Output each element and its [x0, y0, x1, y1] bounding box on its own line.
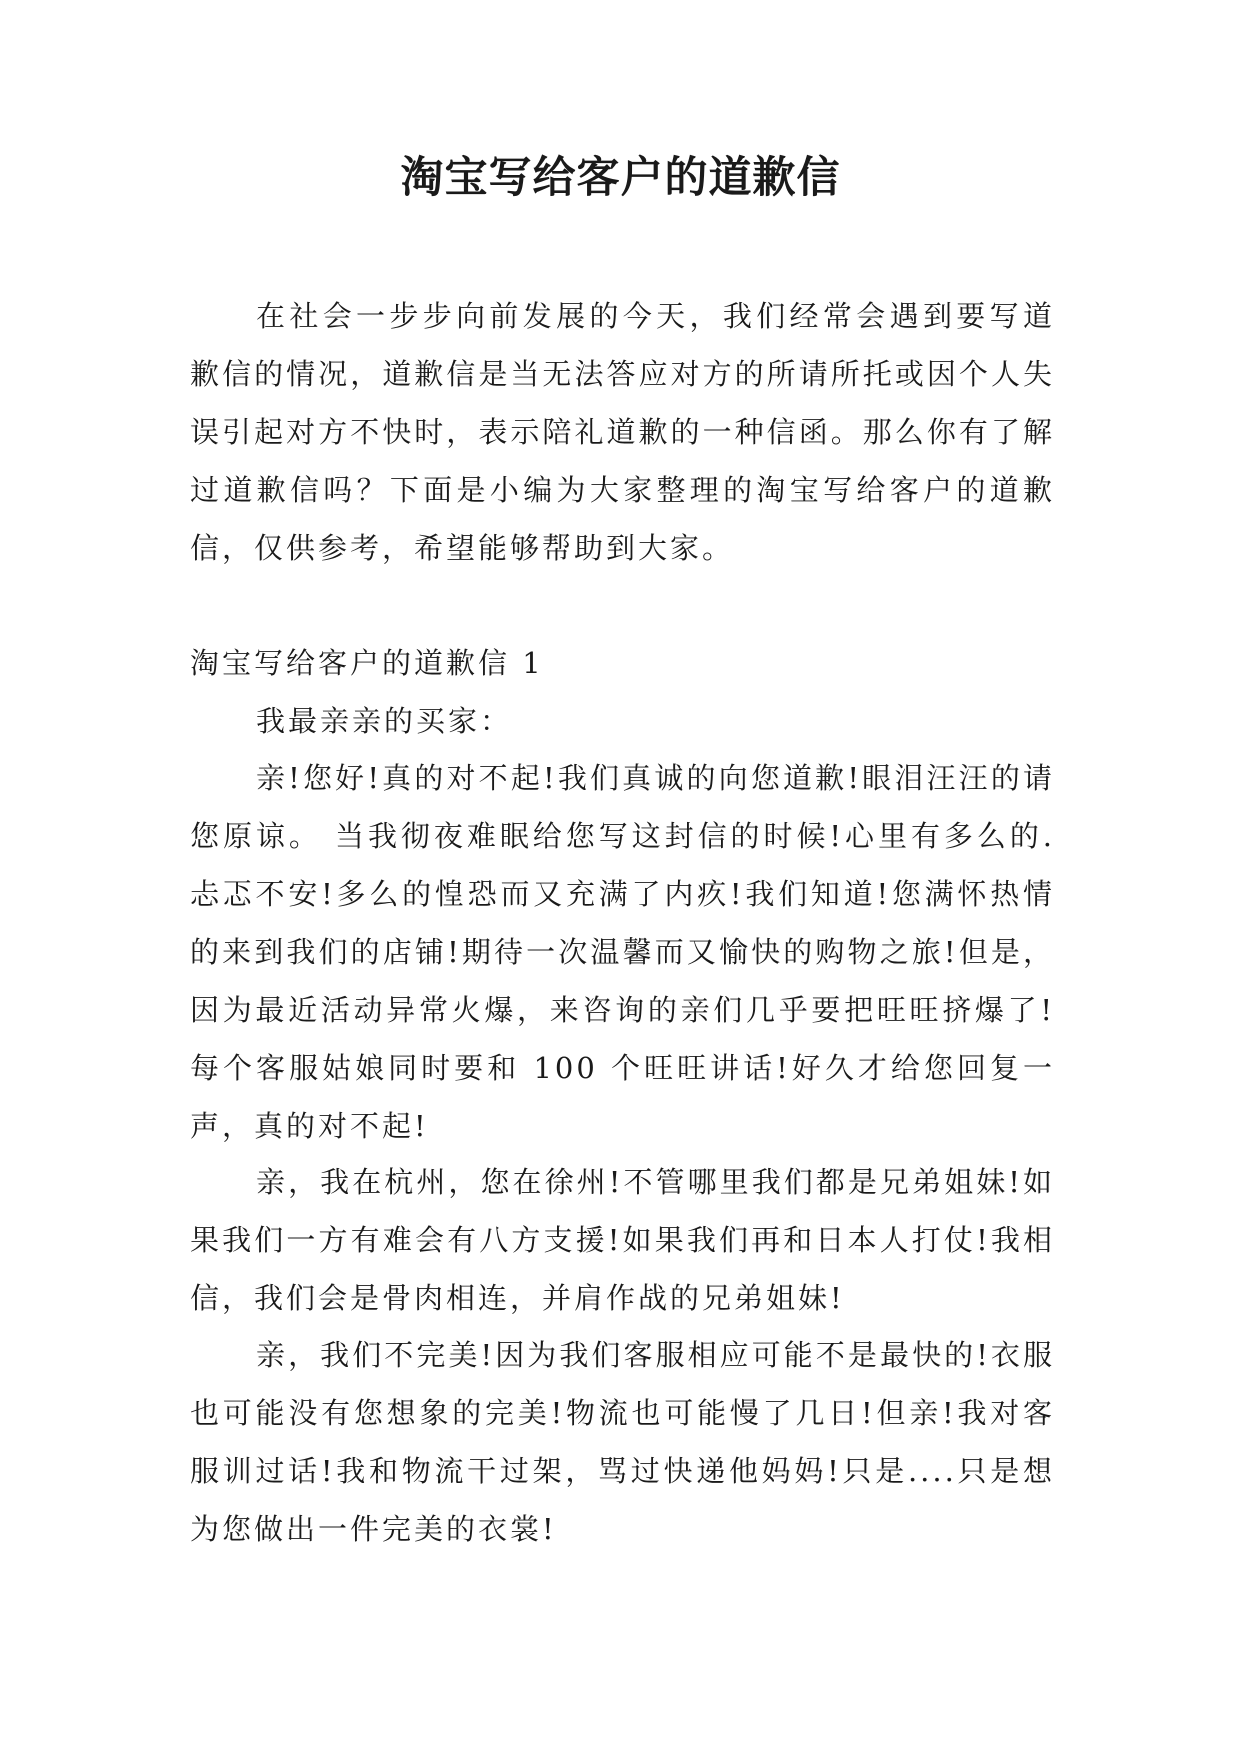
letter-greeting: 我最亲亲的买家：: [256, 704, 513, 738]
section-heading: 淘宝写给客户的道歉信 1: [190, 646, 544, 680]
letter-paragraph-3: 亲，我们不完美!因为我们客服相应可能不是最快的!衣服也可能没有您想象的完美!物流也可能慢了几日!但亲!我对客服训过话!我和物流干过架，骂过快递他妈妈!只是....只是想为您做出一件完美的衣裳!: [190, 1338, 1055, 1546]
letter-paragraph-2: 亲，我在杭州，您在徐州!不管哪里我们都是兄弟姐妹!如果我们一方有难会有八方支援!如果我们再和日本人打仗!我相信，我们会是骨肉相连，并肩作战的兄弟姐妹!: [190, 1165, 1055, 1315]
letter-paragraph-1: 亲!您好!真的对不起!我们真诚的向您道歉!眼泪汪汪的请您原谅。 当我彻夜难眠给您写这封信的时候!心里有多么的.忐忑不安!多么的惶恐而又充满了内疚!我们知道!您满怀热情的来到我们的店铺!期待一次温馨而又愉快的购物之旅!但是，因为最近活动异常火爆，来咨询的亲们几乎要把旺旺挤爆了!每个客服姑娘同时要和 100 个旺旺讲话!好久才给您回复一声，真的对不起!: [190, 761, 1055, 1143]
intro-paragraph: 在社会一步步向前发展的今天，我们经常会遇到要写道歉信的情况，道歉信是当无法答应对方的所请所托或因个人失误引起对方不快时，表示陪礼道歉的一种信函。那么你有了解过道歉信吗？下面是小编为大家整理的淘宝写给客户的道歉信，仅供参考，希望能够帮助到大家。: [190, 299, 1055, 565]
document-title: 淘宝写给客户的道歉信: [400, 153, 841, 203]
